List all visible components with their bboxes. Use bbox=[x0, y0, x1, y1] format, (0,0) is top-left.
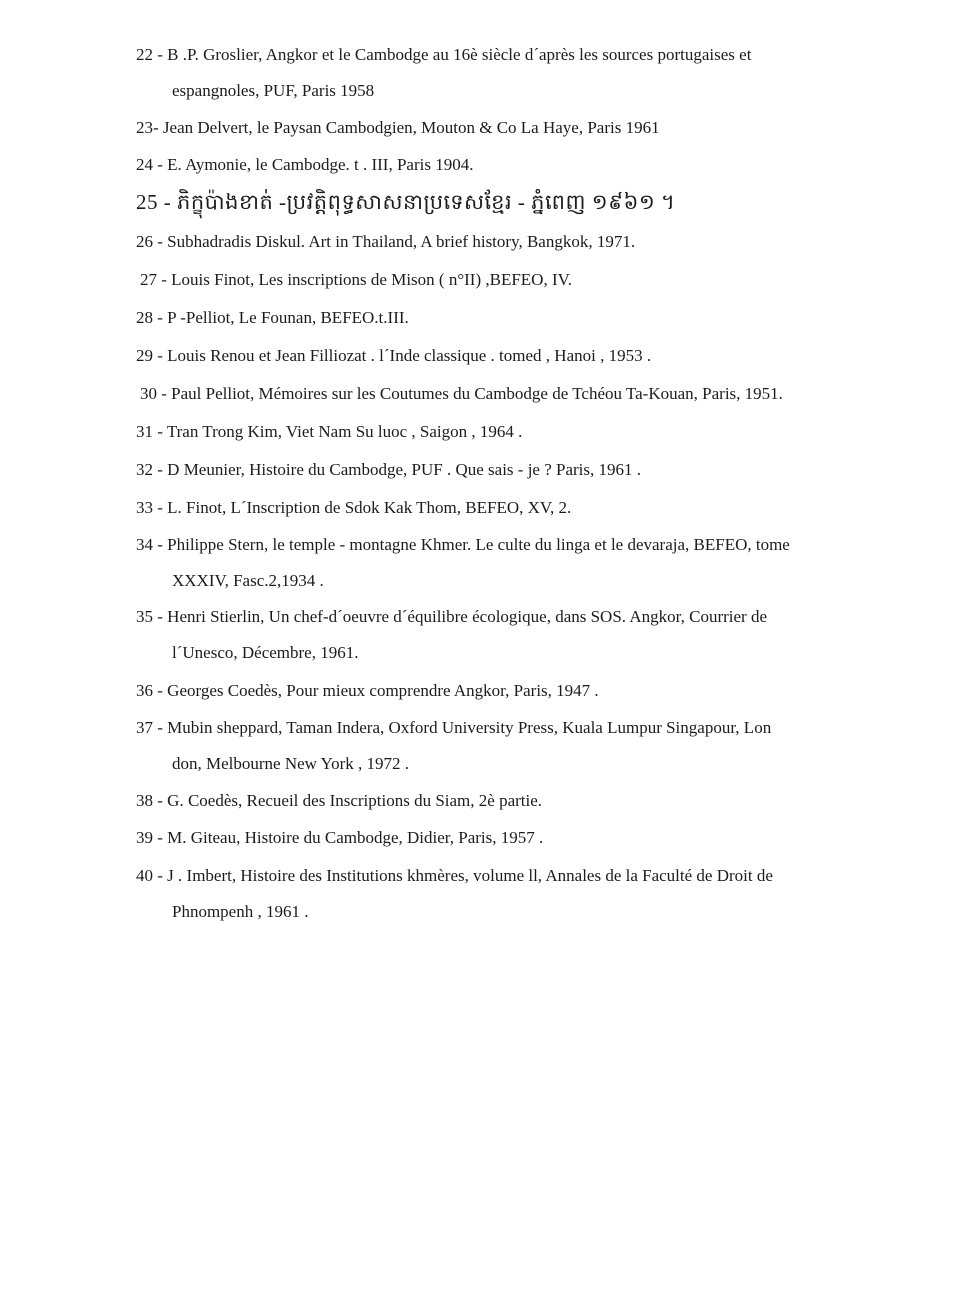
reference-36 bbox=[136, 681, 896, 701]
reference-28 bbox=[136, 308, 896, 328]
reference-line: 22 - B .P. Groslier, Angkor et le Cambodge au 16è siècle d´après les sources portugaises et bbox=[136, 45, 752, 64]
reference-line: 27 - Louis Finot, Les inscriptions de Mison ( n°II) ,BEFEO, IV. bbox=[140, 270, 572, 289]
reference-35 bbox=[136, 607, 896, 663]
reference-line: 28 - P -Pelliot, Le Founan, BEFEO.t.III. bbox=[136, 308, 409, 327]
reference-line: 39 - M. Giteau, Histoire du Cambodge, Didier, Paris, 1957 . bbox=[136, 828, 544, 847]
reference-29 bbox=[136, 346, 896, 366]
reference-line: 37 - Mubin sheppard, Taman Indera, Oxford University Press, Kuala Lumpur Singapour, Lon bbox=[136, 718, 772, 737]
reference-line: don, Melbourne New York , 1972 . bbox=[172, 754, 410, 773]
reference-34 bbox=[136, 535, 896, 591]
reference-40 bbox=[136, 866, 896, 922]
reference-line: 25 - ភិក្ខុប៉ាងខាត់ -ប្រវត្តិពុទ្ធសាសនាប្រទេសខ្មែរ - ភ្នំពេញ ១៩៦១ ។ bbox=[136, 190, 676, 214]
reference-line: 38 - G. Coedès, Recueil des Inscriptions du Siam, 2è partie. bbox=[136, 791, 543, 810]
reference-line: 30 - Paul Pelliot, Mémoires sur les Coutumes du Cambodge de Tchéou Ta-Kouan, Paris, 1951. bbox=[140, 384, 783, 403]
reference-line: 29 - Louis Renou et Jean Filliozat . l´Inde classique . tomed , Hanoi , 1953 . bbox=[136, 346, 652, 365]
reference-line: 24 - E. Aymonie, le Cambodge. t . III, Paris 1904. bbox=[136, 155, 474, 174]
reference-31 bbox=[136, 422, 896, 442]
reference-line: Phnompenh , 1961 . bbox=[172, 902, 309, 921]
reference-37 bbox=[136, 718, 896, 774]
reference-line: 32 - D Meunier, Histoire du Cambodge, PUF . Que sais - je ? Paris, 1961 . bbox=[136, 460, 642, 479]
reference-line: 40 - J . Imbert, Histoire des Institutions khmères, volume ll, Annales de la Faculté de Droit de bbox=[136, 866, 773, 885]
reference-line: espangnoles, PUF, Paris 1958 bbox=[172, 81, 375, 100]
reference-line: XXXIV, Fasc.2,1934 . bbox=[172, 571, 324, 590]
reference-25 bbox=[136, 192, 896, 212]
reference-33 bbox=[136, 498, 896, 518]
reference-27 bbox=[140, 270, 900, 290]
reference-line: 33 - L. Finot, L´Inscription de Sdok Kak Thom, BEFEO, XV, 2. bbox=[136, 498, 572, 517]
reference-24 bbox=[136, 155, 896, 175]
reference-line: 35 - Henri Stierlin, Un chef-d´oeuvre d´équilibre écologique, dans SOS. Angkor, Courrier de bbox=[136, 607, 767, 626]
reference-22 bbox=[136, 45, 896, 101]
reference-23 bbox=[136, 118, 896, 138]
reference-line: 26 - Subhadradis Diskul. Art in Thailand, A brief history, Bangkok, 1971. bbox=[136, 232, 636, 251]
reference-line: l´Unesco, Décembre, 1961. bbox=[172, 643, 359, 662]
reference-line: 23- Jean Delvert, le Paysan Cambodgien, Mouton & Co La Haye, Paris 1961 bbox=[136, 118, 660, 137]
reference-39 bbox=[136, 828, 896, 848]
reference-line: 36 - Georges Coedès, Pour mieux comprendre Angkor, Paris, 1947 . bbox=[136, 681, 599, 700]
reference-32 bbox=[136, 460, 896, 480]
reference-38 bbox=[136, 791, 896, 811]
reference-26 bbox=[136, 232, 896, 252]
reference-line: 31 - Tran Trong Kim, Viet Nam Su luoc , Saigon , 1964 . bbox=[136, 422, 523, 441]
reference-30 bbox=[140, 384, 900, 404]
reference-line: 34 - Philippe Stern, le temple - montagne Khmer. Le culte du linga et le devaraja, BEFEO, tome bbox=[136, 535, 790, 554]
